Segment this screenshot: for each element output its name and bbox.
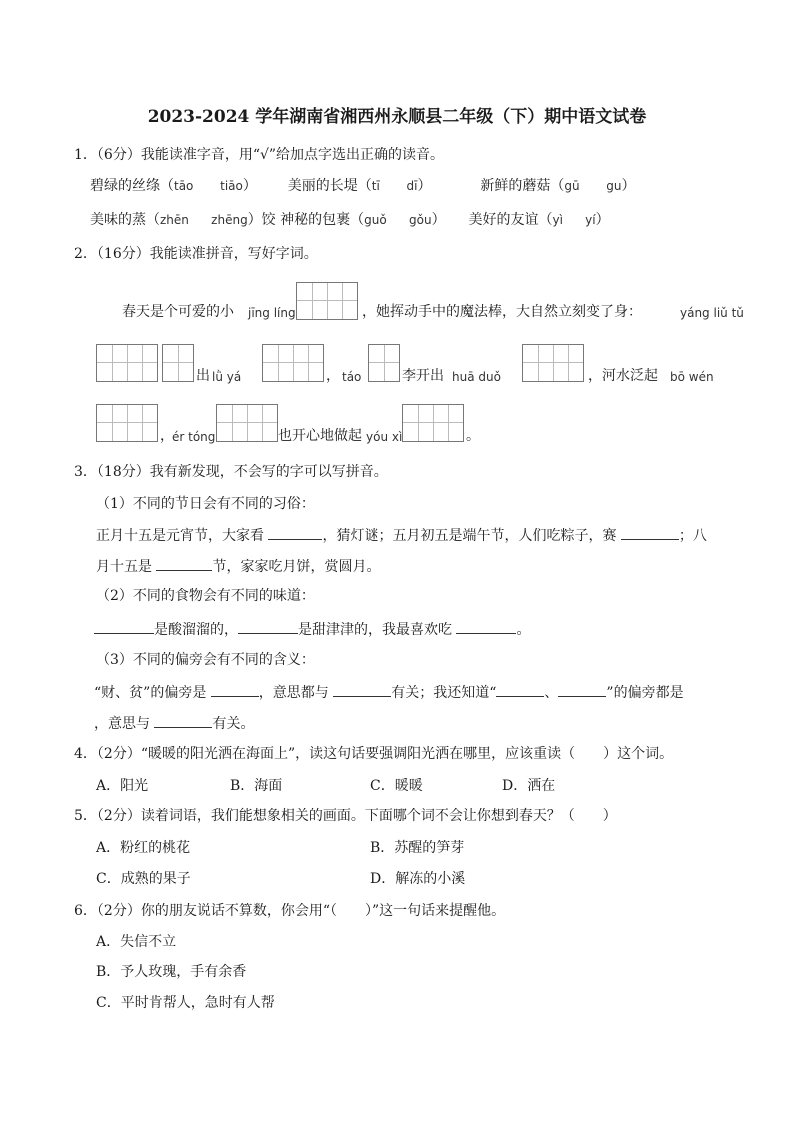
q2-pinyin-yangliutu: yáng liǔ tǔ — [680, 306, 744, 320]
question-2-header: 2．（16分）我能读准拼音，写好字词。 — [74, 246, 318, 262]
q3-sub-3-line-b: ，意思与 有关。 — [94, 712, 254, 734]
q3-blank-2[interactable] — [621, 524, 679, 540]
q2-pinyin-ertong: ér tóng — [172, 430, 216, 444]
q3-blank-5[interactable] — [238, 618, 298, 634]
question-6-header: 6．（2分）你的朋友说话不算数，你会用“（ ）”这一句话来提醒他。 — [74, 903, 506, 919]
q5-option-b[interactable]: B．苏醒的笋芽 — [370, 840, 465, 856]
q1-item-6: 美好的友谊（yì yí） — [468, 212, 610, 228]
q2-writing-box-2[interactable] — [96, 344, 158, 382]
q3-sub-1-line-a: 正月十五是元宵节，大家看 ，猜灯谜；五月初五是端午节，人们吃粽子，赛 ；八 — [96, 524, 707, 546]
q6-option-a[interactable]: A．失信不立 — [96, 934, 177, 950]
q3-sub-2-line: 是酸溜溜的， 是甜津津的，我最喜欢吃 。 — [94, 618, 530, 640]
q2-writing-box-9[interactable] — [402, 404, 464, 442]
q3-blank-7[interactable] — [211, 681, 259, 697]
q2-line-2-text-d: ，河水泛起 — [588, 368, 658, 384]
q2-writing-box-6[interactable] — [522, 344, 584, 382]
q2-pinyin-jingling: jīng líng — [248, 306, 296, 320]
q2-line-3-text-a: ， — [160, 428, 174, 444]
q6-option-b[interactable]: B．予人玫瑰，手有余香 — [96, 964, 247, 980]
q2-line-3-text-b: 也开心地做起 — [278, 428, 362, 444]
q2-pinyin-youxi: yóu xì — [366, 430, 403, 444]
q2-pinyin-tao: táo — [342, 370, 362, 384]
q3-blank-9[interactable] — [496, 681, 544, 697]
q3-sub-2: （2）不同的食物会有不同的味道： — [96, 588, 315, 604]
question-1-header: 1．（6分）我能读准字音，用“√”给加点字选出正确的读音。 — [74, 147, 445, 163]
q2-line-2-text-a: 出 — [196, 368, 210, 384]
q3-blank-4[interactable] — [94, 618, 154, 634]
q4-option-d[interactable]: D．洒在 — [502, 778, 556, 794]
q5-option-c[interactable]: C．成熟的果子 — [96, 871, 191, 887]
q3-blank-6[interactable] — [456, 618, 516, 634]
q2-writing-box-8[interactable] — [216, 404, 278, 442]
q4-option-c[interactable]: C．暖暖 — [370, 778, 423, 794]
q2-pinyin-bowen: bō wén — [670, 370, 714, 384]
q2-line-2-text-c: 李开出 — [402, 368, 444, 384]
q2-line-1-text-a: 春天是个可爱的小 — [122, 304, 234, 320]
q3-sub-1-line-b: 月十五是 节，家家吃月饼，赏圆月。 — [96, 555, 380, 577]
q2-writing-box-3[interactable] — [162, 344, 194, 382]
q2-writing-box-7[interactable] — [96, 404, 158, 442]
q6-option-c[interactable]: C．平时肯帮人，急时有人帮 — [96, 995, 275, 1011]
q5-option-d[interactable]: D．解冻的小溪 — [370, 871, 466, 887]
question-5-header: 5．（2分）读着词语，我们能想象相关的画面。下面哪个词不会让你想到春天？（ ） — [74, 808, 617, 824]
q3-blank-11[interactable] — [154, 712, 212, 728]
q3-sub-3: （3）不同的偏旁会有不同的含义： — [96, 652, 315, 668]
q3-blank-1[interactable] — [268, 524, 322, 540]
q3-blank-10[interactable] — [558, 681, 606, 697]
q3-sub-3-line-a: “财、贫”的偏旁是 ，意思都与 有关；我还知道“ 、 ”的偏旁都是 — [94, 681, 684, 703]
q1-item-2: 美丽的长堤（tī dī） — [287, 178, 432, 194]
q1-item-1: 碧绿的丝绦（tāo tiāo） — [90, 178, 257, 194]
question-3-header: 3．（18分）我有新发现，不会写的字可以写拼音。 — [74, 464, 388, 480]
q2-pinyin-huaduo: huā duǒ — [452, 370, 501, 384]
q1-item-3: 新鲜的蘑菇（gū gu） — [480, 178, 636, 194]
q2-writing-box-1[interactable] — [296, 282, 358, 320]
q1-item-5: 神秘的包裹（guǒ gǒu） — [280, 212, 446, 228]
question-4-header: 4．（2分）“暖暖的阳光洒在海面上”，读这句话要强调阳光洒在哪里，应该重读（ ）这个词。 — [74, 746, 674, 762]
q4-option-a[interactable]: A．阳光 — [96, 778, 149, 794]
q3-blank-3[interactable] — [156, 555, 212, 571]
q2-writing-box-4[interactable] — [262, 344, 324, 382]
q2-pinyin-lvya: lǜ yá — [212, 370, 242, 384]
q2-line-1-text-b: ，她挥动手中的魔法棒，大自然立刻变了身： — [362, 304, 642, 320]
q1-item-4: 美味的蒸（zhēn zhēng）饺 — [90, 212, 276, 228]
q1-row-2 — [90, 210, 610, 230]
q4-option-b[interactable]: B．海面 — [230, 778, 283, 794]
q3-sub-1: （1）不同的节日会有不同的习俗： — [96, 496, 315, 512]
page-title: 2023-2024 学年湖南省湘西州永顺县二年级（下）期中语文试卷 — [147, 107, 647, 127]
q3-blank-8[interactable] — [333, 681, 391, 697]
q1-row-1 — [90, 176, 636, 196]
q2-line-3-text-c: 。 — [466, 428, 480, 444]
q2-line-2-text-b: ， — [326, 368, 340, 384]
q2-writing-box-5[interactable] — [368, 344, 400, 382]
q5-option-a[interactable]: A．粉红的桃花 — [96, 840, 191, 856]
